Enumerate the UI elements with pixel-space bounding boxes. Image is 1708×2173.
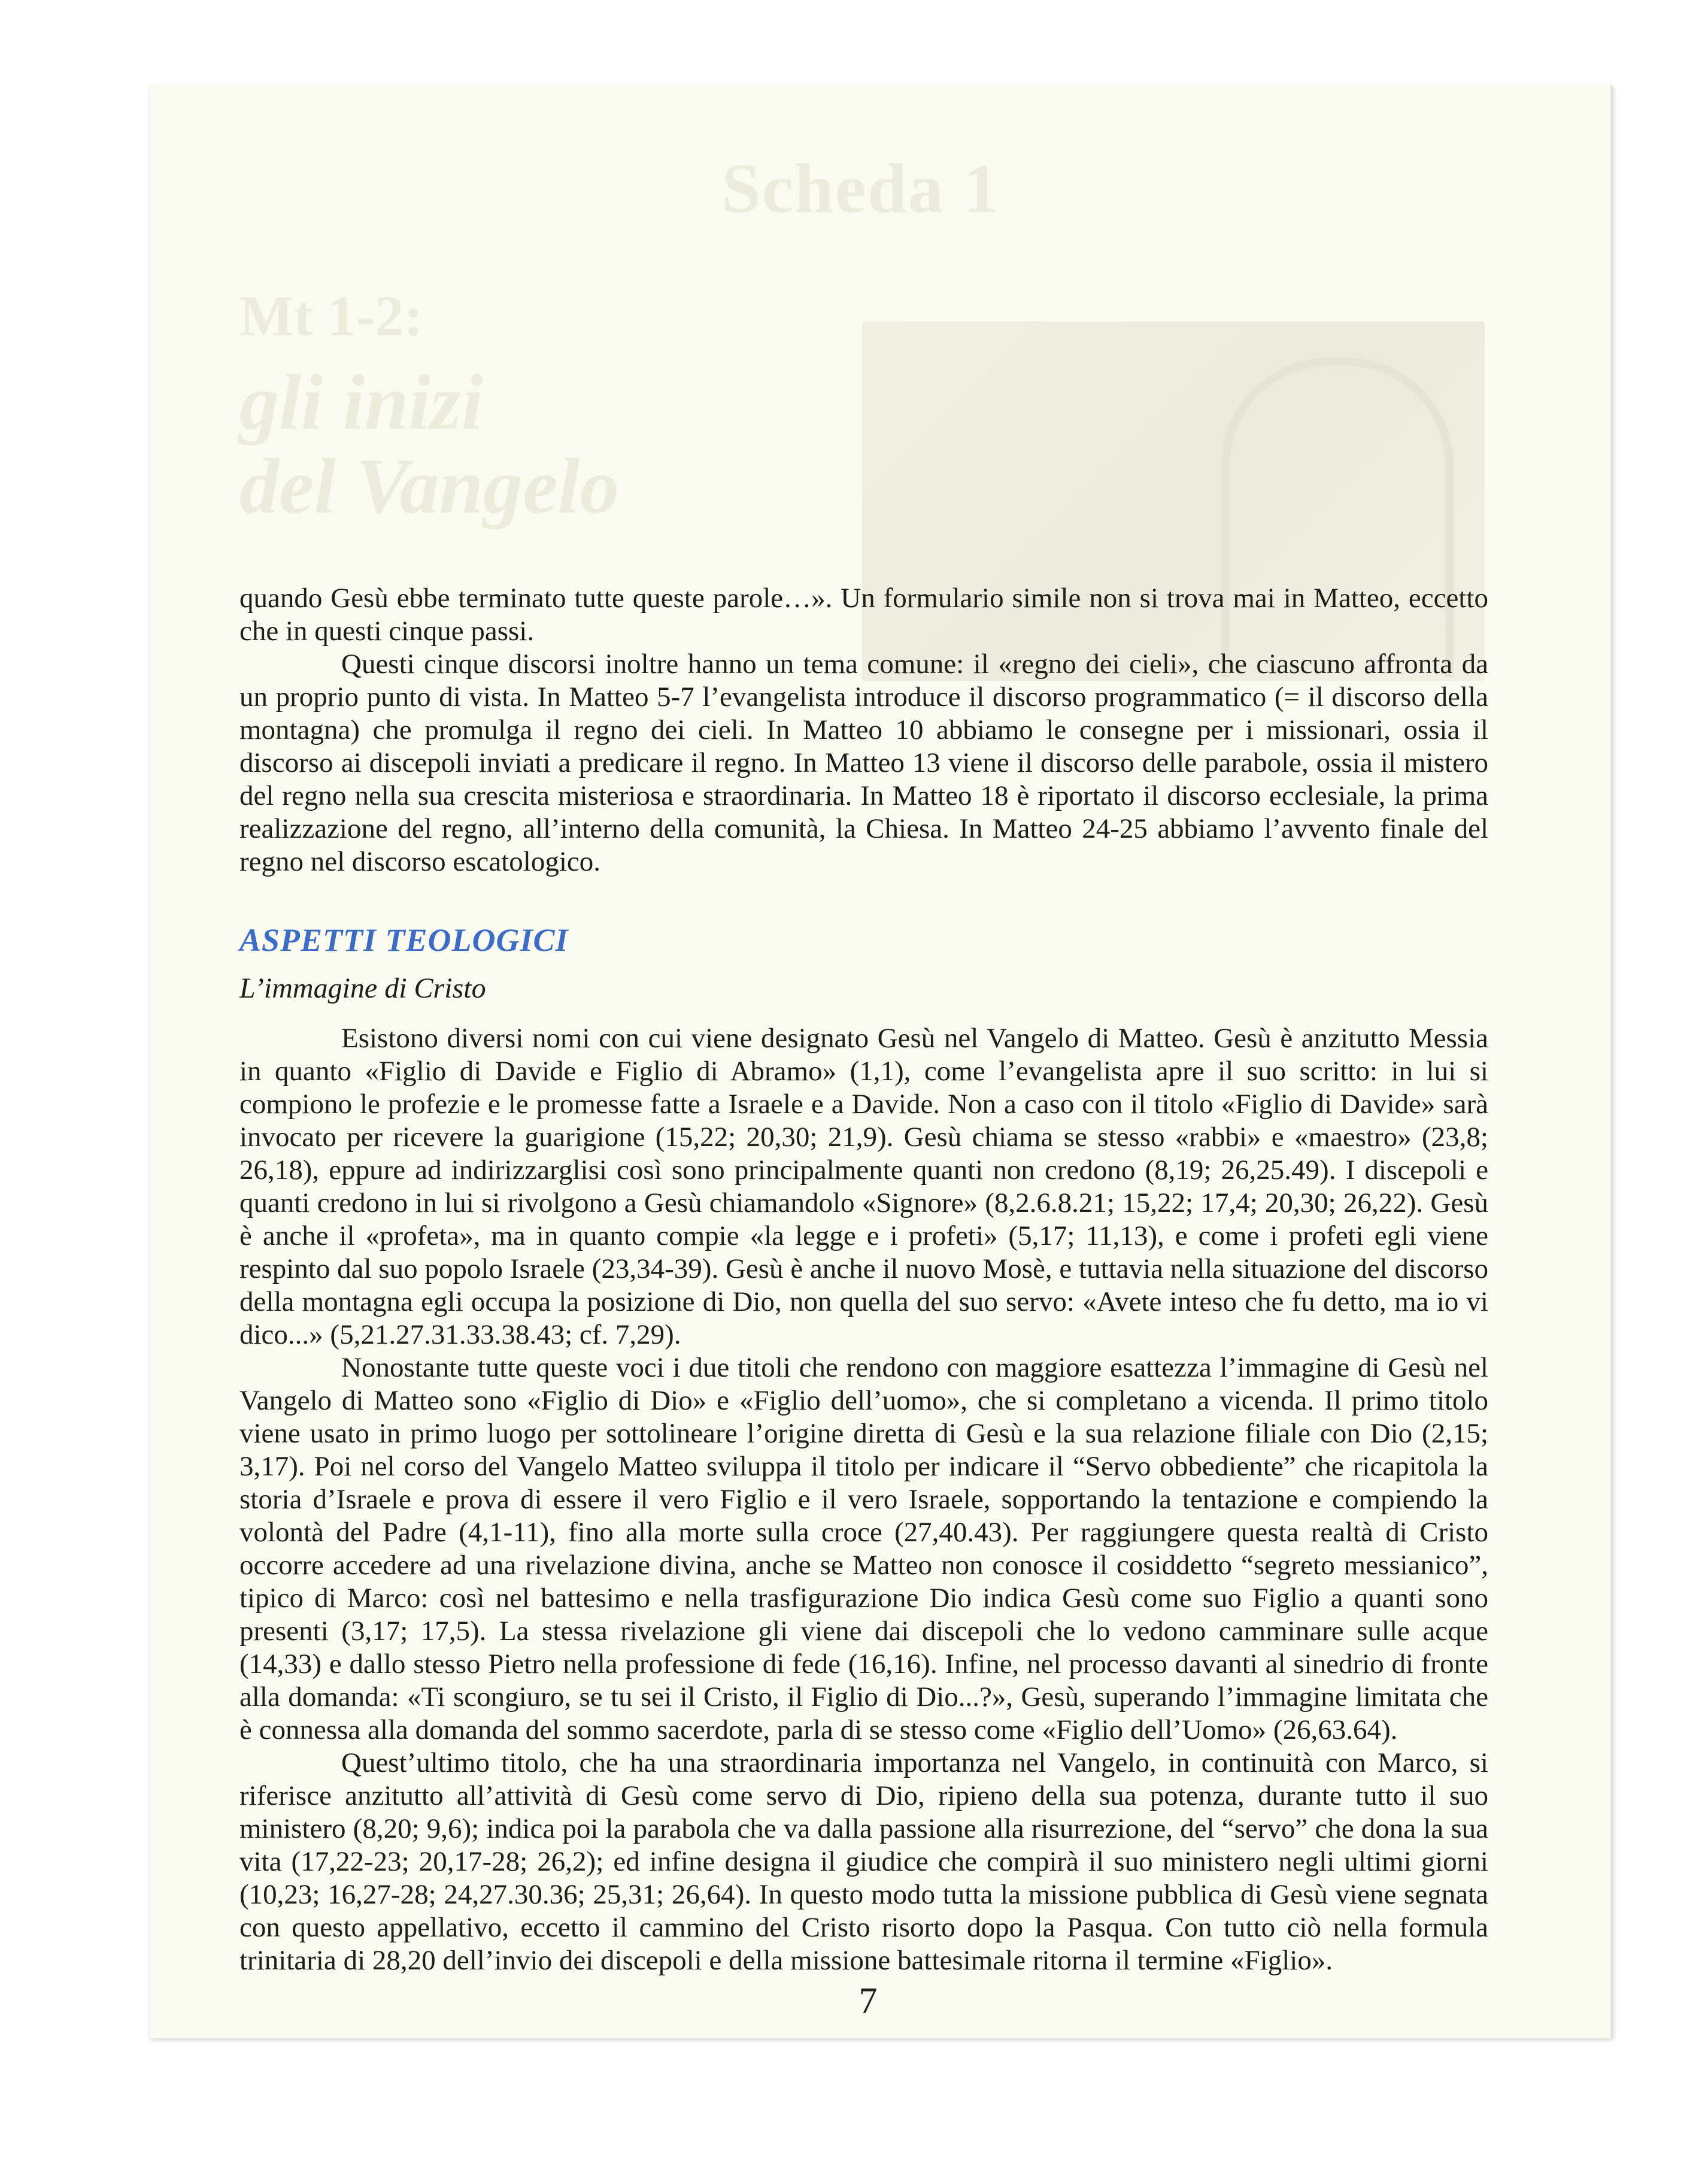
show-through-reference: Mt 1-2: [239, 284, 423, 348]
body-text [239, 582, 1488, 1977]
show-through-scheda-label: Scheda 1 [721, 149, 1000, 228]
paragraph-1: Esistono diversi nomi con cui viene designato Gesù nel Vangelo di Matteo. Gesù è anzitutto Messia in quanto «Figlio di Davide e Figlio di Abramo» (1,1), come l’evangelista apre il suo scritto: in lui si compiono le profezie e le promesse fatte a Israele e a Davide. Non a caso con il titolo «Figlio di Davide» sarà invocato per ricevere la guarigione (15,22; 20,30; 21,9). Gesù chiama se stesso «rabbi» e «maestro» (23,8; 26,18), eppure ad indirizzarglisi così sono principalmente quanti non credono (8,19; 26,25.49). I discepoli e quanti credono in lui si rivolgono a Gesù chiamandolo «Signore» (8,2.6.8.21; 15,22; 17,4; 20,30; 26,22). Gesù è anche il «profeta», ma in quanto compie «la legge e i profeti» (5,17; 11,13), e come i profeti egli viene respinto dal suo popolo Israele (23,34-39). Gesù è anche il nuovo Mosè, e tuttavia nella situazione del discorso della montagna egli occupa la posizione di Dio, non quella del suo servo: «Avete inteso che fu detto, ma io vi dico...» (5,21.27.31.33.38.43; cf. 7,29). [239, 1023, 1488, 1350]
section-heading: ASPETTI TEOLOGICI [239, 922, 569, 958]
page-number: 7 [858, 1981, 878, 2022]
show-through-title [239, 360, 619, 528]
show-through-title-line1: gli inizi [239, 358, 484, 446]
document-page [150, 85, 1612, 2038]
paragraph-2: Nonostante tutte queste voci i due titoli che rendono con maggiore esattezza l’immagine di Gesù nel Vangelo di Matteo sono «Figlio di Dio» e «Figlio dell’uomo», che si completano a vicenda. Il primo titolo viene usato in primo luogo per sottolineare l’origine diretta di Gesù e la sua relazione filiale con Dio (2,15; 3,17). Poi nel corso del Vangelo Matteo sviluppa il titolo per indicare il “Servo obbediente” che ricapitola la storia d’Israele e prova di essere il vero Figlio e il vero Israele, sopportando la tentazione e compiendo la volontà del Padre (4,1-11), fino alla morte sulla croce (27,40.43). Per raggiungere questa realtà di Cristo occorre accedere ad una rivelazione divina, anche se Matteo non conosce il cosiddetto “segreto messianico”, tipico di Marco: così nel battesimo e nella trasfigurazione Dio indica Gesù come suo Figlio a quanti sono presenti (3,17; 17,5). La stessa rivelazione gli viene dai discepoli che lo vedono camminare sulle acque (14,33) e dallo stesso Pietro nella professione di fede (16,16). Infine, nel processo davanti al sinedrio di fronte alla domanda: «Ti scongiuro, se tu sei il Cristo, il Figlio di Dio...?», Gesù, superando l’immagine limitata che è connessa alla domanda del sommo sacerdote, parla di se stesso come «Figlio dell’Uomo» (26,63.64). [239, 1352, 1488, 1745]
paragraph-intro-1: quando Gesù ebbe terminato tutte queste parole…». Un formulario simile non si trova mai in Matteo, eccetto che in questi cinque passi. [239, 583, 1488, 647]
paragraph-3: Quest’ultimo titolo, che ha una straordinaria importanza nel Vangelo, in continuità con Marco, si riferisce anzitutto all’attività di Gesù come servo di Dio, ripieno della sua potenza, durante tutto il suo ministero (8,20; 9,6); indica poi la parabola che va dalla passione alla risurrezione, del “servo” che dona la sua vita (17,22-23; 20,17-28; 26,2); ed infine designa il giudice che compirà il suo ministero negli ultimi giorni (10,23; 16,27-28; 24,27.30.36; 25,31; 26,64). In questo modo tutta la missione pubblica di Gesù viene segnata con questo appellativo, eccetto il cammino del Cristo risorto dopo la Pasqua. Con tutto ciò nella formula trinitaria di 28,20 dell’invio dei discepoli e della missione battesimale ritorna il termine «Figlio». [239, 1747, 1488, 1976]
section-subheading: L’immagine di Cristo [239, 972, 486, 1004]
paragraph-intro-2: Questi cinque discorsi inoltre hanno un tema comune: il «regno dei cieli», che ciascuno affronta da un proprio punto di vista. In Matteo 5-7 l’evangelista introduce il discorso programmatico (= il discorso della montagna) che promulga il regno dei cieli. In Matteo 10 abbiamo le consegne per i missionari, ossia il discorso ai discepoli inviati a predicare il regno. In Matteo 13 viene il discorso delle parabole, ossia il mistero del regno nella sua crescita misteriosa e straordinaria. In Matteo 18 è riportato il discorso ecclesiale, la prima realizzazione del regno, all’interno della comunità, la Chiesa. In Matteo 24-25 abbiamo l’avvento finale del regno nel discorso escatologico. [239, 648, 1488, 877]
show-through-title-line2: del Vangelo [239, 442, 620, 530]
